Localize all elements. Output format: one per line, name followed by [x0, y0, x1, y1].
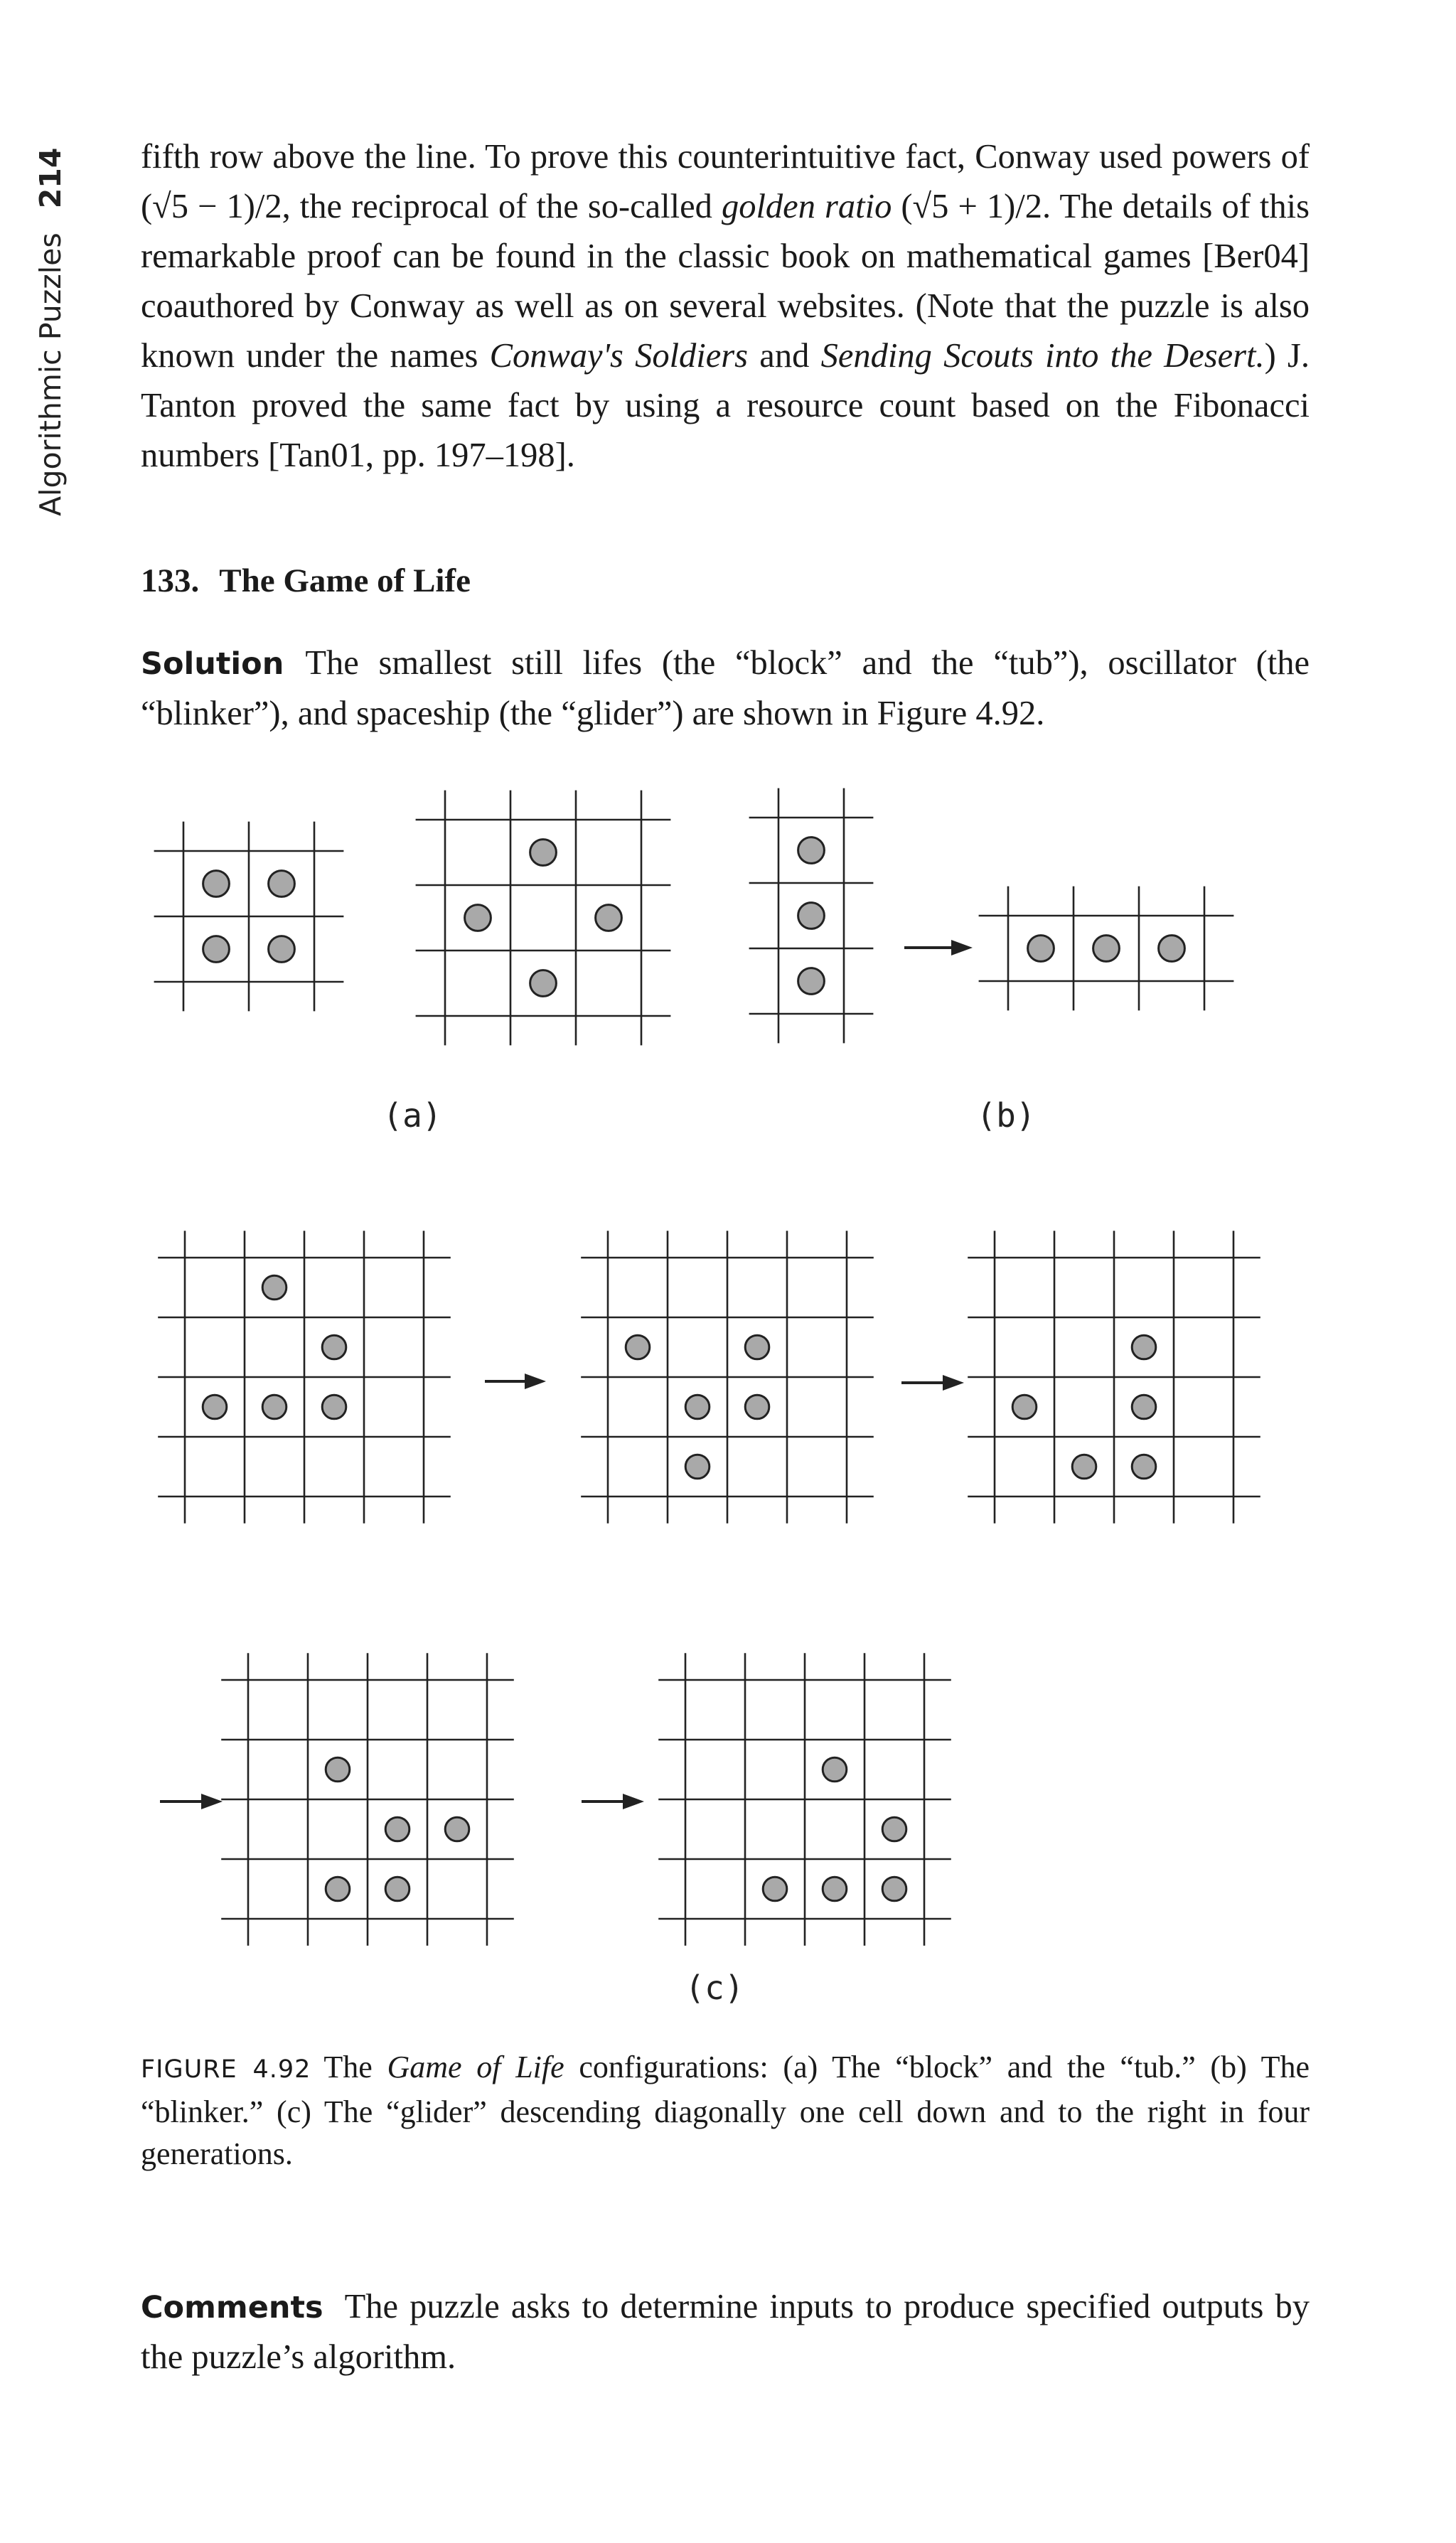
- panel-label-b: (b): [976, 1096, 1036, 1135]
- live-cell: [882, 1877, 906, 1901]
- paragraph-text: fifth row above the line. To prove this counterintuitive fact, Conway used powers of (√5 − 1)/2, the reciprocal of the so-called: [141, 138, 1310, 225]
- live-cell: [626, 1335, 650, 1359]
- arrow-icon: [904, 940, 973, 955]
- live-cell: [1132, 1395, 1156, 1419]
- live-cell: [1072, 1455, 1096, 1479]
- arrow-icon: [582, 1794, 644, 1809]
- live-cell: [385, 1817, 410, 1841]
- live-cell: [322, 1395, 346, 1419]
- comments-paragraph: [141, 2282, 1310, 2382]
- solution-text: The smallest still lifes (the “block” and the “tub”), oscillator (the “blinker”), and spaceship (the “glider”) are shown in Figure 4.92.: [141, 644, 1310, 732]
- arrow-icon: [160, 1794, 223, 1809]
- panel-label-c: (c): [685, 1969, 744, 2007]
- live-cell: [1012, 1395, 1037, 1419]
- glider-gen4-grid: [658, 1653, 951, 1946]
- live-cell: [203, 1395, 227, 1419]
- live-cell: [1093, 936, 1120, 962]
- live-cell: [798, 837, 825, 864]
- paragraph-text: ) J. Tanton proved the same fact by using a resource count based on the Fibonacci numbers [Tan01, pp. 197–198].: [141, 337, 1310, 474]
- live-cell: [1132, 1335, 1156, 1359]
- comments-label: Comments: [141, 2290, 323, 2325]
- live-cell: [269, 936, 295, 963]
- figure-label: FIGURE 4.92: [141, 2055, 311, 2084]
- section-number: 133.: [141, 562, 200, 599]
- paragraph-text: (√5 + 1)/2. The details of this remarkable proof can be found in the classic book on mathematical games [Ber04] coauthored by Conway as well as on several websites. (Note that the puzzle is also known under the names: [141, 188, 1310, 375]
- live-cell: [1132, 1455, 1156, 1479]
- paragraph-text: and: [748, 337, 821, 375]
- live-cell: [798, 968, 825, 995]
- figure-caption: [141, 2046, 1310, 2175]
- arrow-icon: [901, 1375, 964, 1391]
- live-cell: [203, 936, 230, 963]
- live-cell: [530, 840, 557, 866]
- panel-label-a: (a): [382, 1096, 442, 1135]
- live-cell: [823, 1877, 847, 1901]
- conways-soldiers-term: Conway's Soldiers: [489, 337, 749, 375]
- block-grid: [154, 822, 344, 1012]
- glider-gen0-grid: [158, 1231, 451, 1524]
- golden-ratio-term: golden ratio: [721, 188, 892, 225]
- live-cell: [385, 1877, 410, 1901]
- live-cell: [326, 1757, 350, 1782]
- live-cell: [596, 905, 622, 931]
- live-cell: [465, 905, 491, 931]
- live-cell: [745, 1395, 769, 1419]
- live-cell: [262, 1395, 287, 1419]
- blinker-horizontal-grid: [979, 887, 1234, 1011]
- section-title: The Game of Life: [219, 562, 471, 599]
- glider-gen2-grid: [968, 1231, 1260, 1524]
- live-cell: [203, 871, 230, 897]
- solution-label: Solution: [141, 646, 284, 682]
- arrow-icon: [485, 1374, 546, 1389]
- live-cell: [1159, 936, 1185, 962]
- glider-gen1-grid: [581, 1231, 874, 1524]
- live-cell: [798, 903, 825, 929]
- live-cell: [269, 871, 295, 897]
- blinker-vertical-grid: [749, 788, 874, 1044]
- live-cell: [262, 1275, 287, 1300]
- live-cell: [445, 1817, 469, 1841]
- live-cell: [326, 1877, 350, 1901]
- live-cell: [530, 970, 557, 997]
- live-cell: [745, 1335, 769, 1359]
- page-number: 214: [33, 147, 68, 209]
- live-cell: [763, 1877, 787, 1901]
- live-cell: [1028, 936, 1054, 962]
- caption-text: The: [323, 2050, 387, 2084]
- live-cell: [823, 1757, 847, 1782]
- glider-gen3-grid: [221, 1653, 514, 1946]
- comments-text: The puzzle asks to determine inputs to produce specified outputs by the puzzle’s algorithm.: [141, 2288, 1310, 2376]
- live-cell: [685, 1455, 710, 1479]
- live-cell: [685, 1395, 710, 1419]
- running-head-section: Algorithmic Puzzles: [33, 232, 68, 516]
- live-cell: [882, 1817, 906, 1841]
- tub-grid: [416, 791, 671, 1046]
- caption-text: configurations: (a) The “block” and the “tub.” (b) The “blinker.” (c) The “glider” descending diagonally one cell down and to the right in four generations.: [141, 2050, 1310, 2171]
- game-of-life-term: Game of Life: [387, 2050, 564, 2084]
- sending-scouts-term: Sending Scouts into the Desert.: [820, 337, 1265, 375]
- live-cell: [322, 1335, 346, 1359]
